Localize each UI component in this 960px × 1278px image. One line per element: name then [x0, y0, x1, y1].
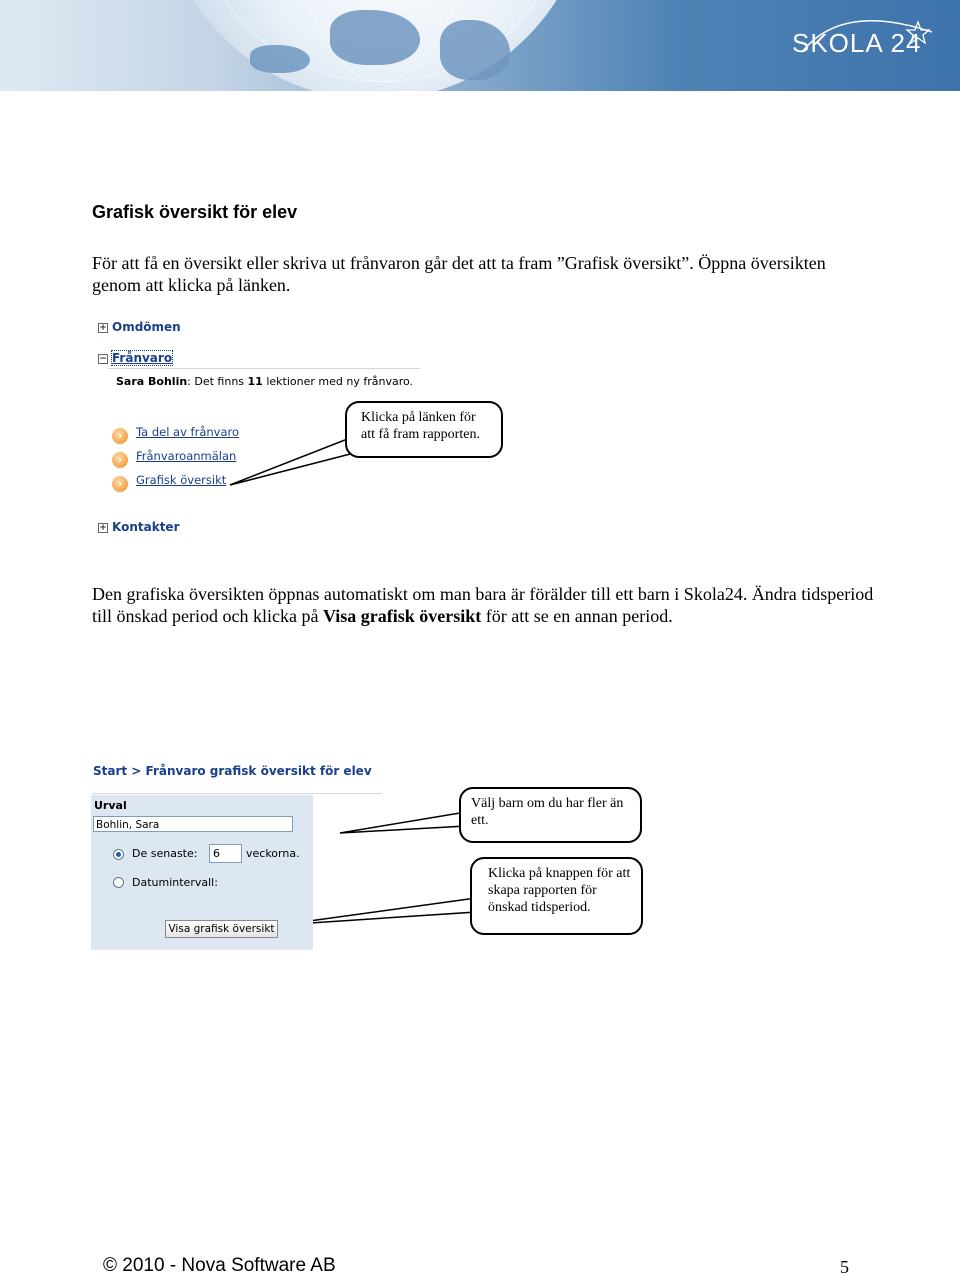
- divider: [92, 793, 382, 794]
- page-number: 5: [840, 1257, 849, 1277]
- callout-click-button: Klicka på knappen för att skapa rapporten för önskad tidsperiod.: [470, 857, 643, 935]
- link-label: Grafisk översikt: [136, 473, 227, 487]
- tree-label: Frånvaro: [112, 351, 173, 365]
- expand-icon: +: [99, 323, 107, 333]
- text-span: för att se en annan period.: [481, 606, 673, 626]
- callout-pointer: [340, 812, 466, 833]
- footer-copyright: © 2010 - Nova Software AB: [103, 1255, 336, 1276]
- urval-label: Urval: [94, 799, 127, 812]
- radio-recent-label: De senaste:: [132, 847, 198, 860]
- radio-recent-weeks[interactable]: [113, 849, 124, 860]
- callout-pointer: [230, 438, 358, 485]
- expand-icon: +: [99, 523, 107, 533]
- tree-label: Omdömen: [112, 320, 181, 334]
- notice-text: lektioner med ny frånvaro.: [262, 375, 414, 388]
- tree-label: Kontakter: [112, 520, 180, 534]
- callout-click-link: Klicka på länken för att få fram rapporten.: [345, 401, 503, 458]
- section-heading: Grafisk översikt för elev: [92, 202, 298, 222]
- weeks-input[interactable]: 6: [209, 844, 242, 863]
- description-paragraph: [92, 583, 882, 627]
- intro-paragraph: För att få en översikt eller skriva ut frånvaron går det att ta fram ”Grafisk översikt”. Öppna översikten genom att klicka på länken.: [92, 253, 826, 295]
- weeks-unit-label: veckorna.: [246, 847, 300, 860]
- bold-text: Visa grafisk översikt: [322, 606, 482, 626]
- student-name: Sara Bohlin: [116, 375, 188, 388]
- lesson-count: 11: [247, 375, 263, 388]
- link-label: Ta del av frånvaro: [136, 425, 240, 439]
- text-span: Den grafiska översikten öppnas automatiskt om man bara är förälder till ett barn i Skola24. Ändra tidsperiod till önskad period och klicka på: [92, 584, 874, 626]
- link-label: Frånvaroanmälan: [136, 449, 237, 463]
- logo-text: SKOLA 24: [792, 28, 922, 58]
- notice-text: : Det finns: [187, 375, 248, 388]
- radio-interval-label: Datumintervall:: [132, 876, 218, 889]
- collapse-icon: −: [99, 354, 107, 364]
- show-graphic-overview-button[interactable]: Visa grafisk översikt: [165, 920, 278, 938]
- arrow-right-icon: ›: [112, 476, 128, 492]
- student-select[interactable]: Bohlin, Sara: [93, 816, 293, 832]
- arrow-right-icon: ›: [112, 452, 128, 468]
- radio-date-interval[interactable]: [113, 877, 124, 888]
- breadcrumb: Start > Frånvaro grafisk översikt för elev: [93, 764, 372, 778]
- callout-choose-child: Välj barn om du har fler än ett.: [459, 787, 642, 843]
- arrow-right-icon: ›: [112, 428, 128, 444]
